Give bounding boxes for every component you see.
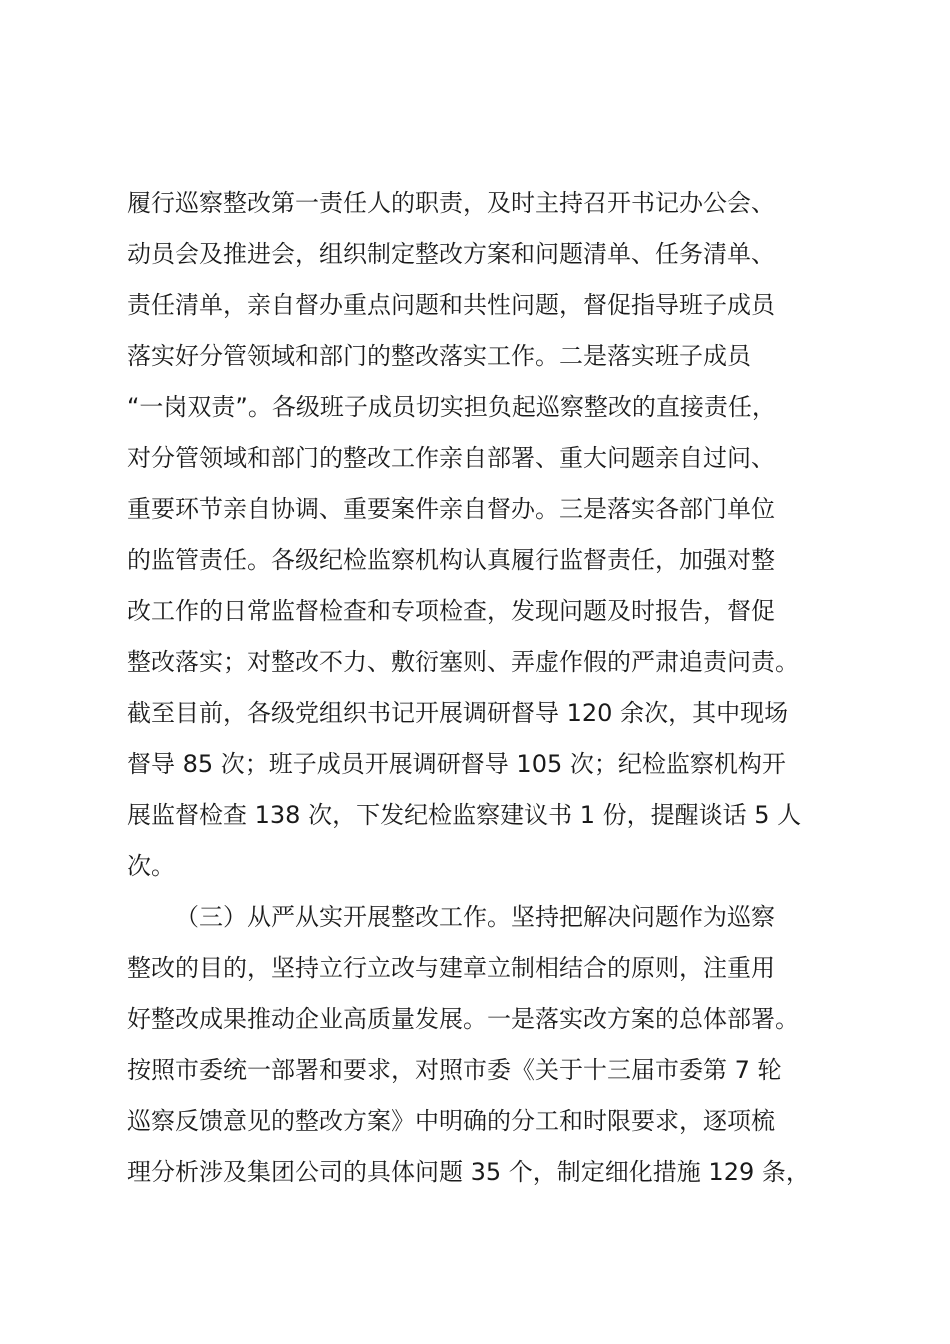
text-line: 巡察反馈意见的整改方案》中明确的分工和时限要求，逐项梳	[127, 1107, 775, 1135]
text-line: 整改的目的，坚持立行立改与建章立制相结合的原则，注重用	[127, 954, 775, 982]
body-text	[127, 178, 847, 1198]
text-line: 责任清单，亲自督办重点问题和共性问题，督促指导班子成员	[127, 291, 775, 319]
text-line: 落实好分管领域和部门的整改落实工作。二是落实班子成员	[127, 342, 751, 370]
text-line: 按照市委统一部署和要求，对照市委《关于十三届市委第 7 轮	[127, 1056, 782, 1084]
text-line: 次。	[127, 852, 175, 880]
text-line: 的监管责任。各级纪检监察机构认真履行监督责任，加强对整	[127, 546, 775, 574]
text-line: 对分管领域和部门的整改工作亲自部署、重大问题亲自过问、	[127, 444, 775, 472]
text-line: “一岗双责”。各级班子成员切实担负起巡察整改的直接责任，	[127, 393, 776, 421]
text-line: 理分析涉及集团公司的具体问题 35 个，制定细化措施 129 条，	[127, 1158, 810, 1186]
text-line: 重要环节亲自协调、重要案件亲自督办。三是落实各部门单位	[127, 495, 775, 523]
text-line: 整改落实；对整改不力、敷衍塞则、弄虚作假的严肃追责问责。	[127, 648, 799, 676]
text-line: 改工作的日常监督检查和专项检查，发现问题及时报告，督促	[127, 597, 775, 625]
text-line: 展监督检查 138 次，下发纪检监察建议书 1 份，提醒谈话 5 人	[127, 801, 802, 829]
section-heading-line: （三）从严从实开展整改工作。坚持把解决问题作为巡察	[175, 903, 775, 931]
text-line: 督导 85 次；班子成员开展调研督导 105 次；纪检监察机构开	[127, 750, 786, 778]
text-line: 履行巡察整改第一责任人的职责，及时主持召开书记办公会、	[127, 189, 775, 217]
text-line: 好整改成果推动企业高质量发展。一是落实改方案的总体部署。	[127, 1005, 799, 1033]
text-line: 动员会及推进会，组织制定整改方案和问题清单、任务清单、	[127, 240, 775, 268]
text-line: 截至目前，各级党组织书记开展调研督导 120 余次，其中现场	[127, 699, 789, 727]
